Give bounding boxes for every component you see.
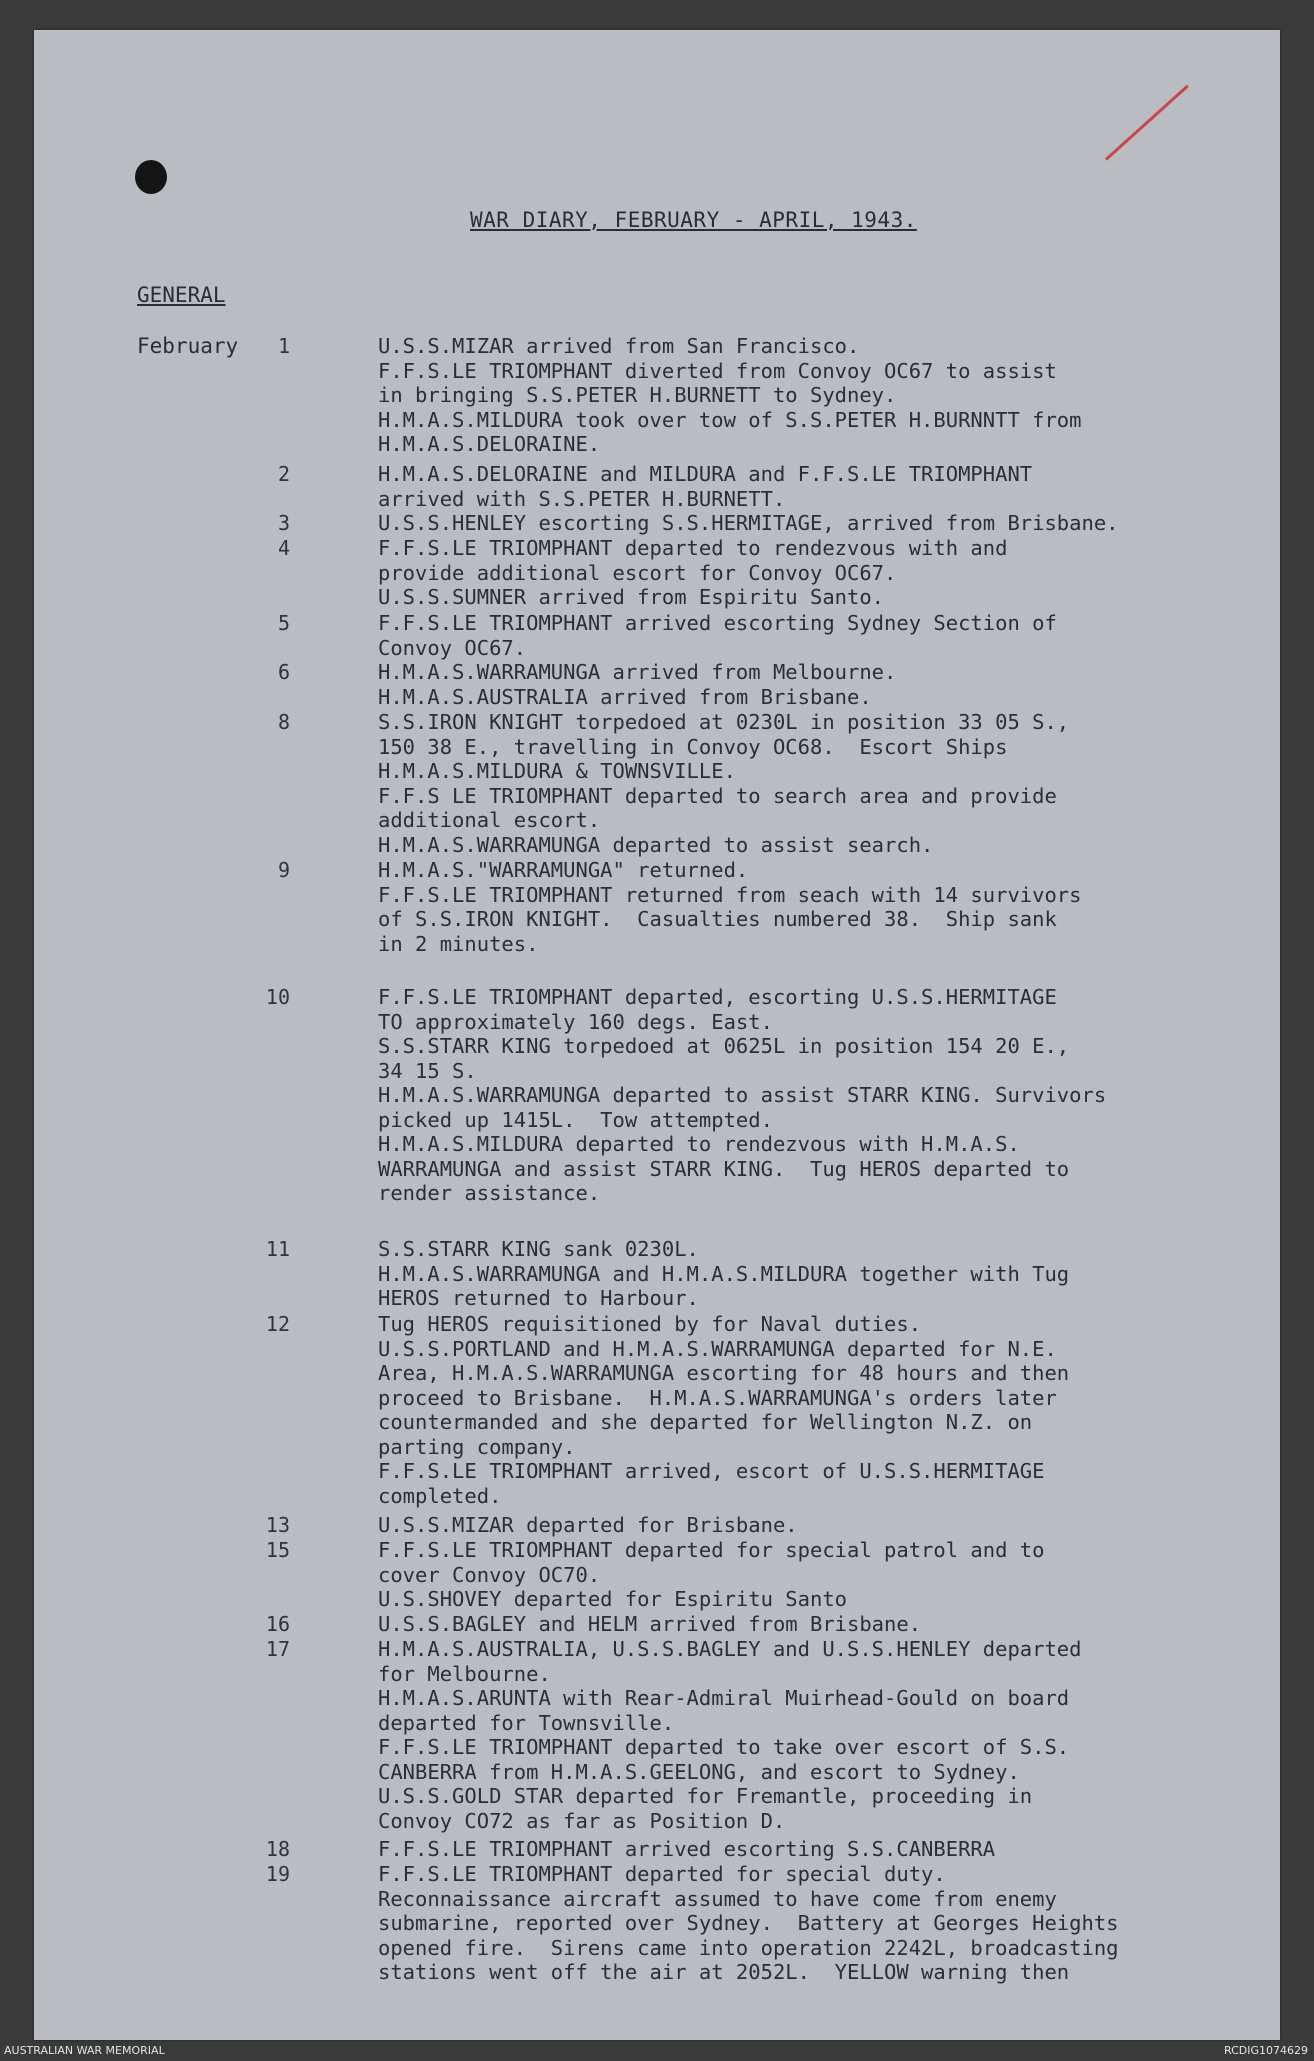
month-label: February <box>137 334 239 358</box>
entry-day: 18 <box>265 1837 290 1861</box>
entry-text: F.F.S.LE TRIOMPHANT arrived escorting Sydney Section of Convoy OC67. <box>378 611 1057 660</box>
entry-day: 12 <box>265 1312 290 1336</box>
footer-id: RCDIG1074629 <box>1223 2044 1308 2057</box>
entry-day: 6 <box>277 660 290 684</box>
page-title: WAR DIARY, FEBRUARY - APRIL, 1943. <box>470 208 917 232</box>
section-heading: GENERAL <box>137 283 226 307</box>
entry-day: 3 <box>277 511 290 535</box>
entry-day: 2 <box>277 462 290 486</box>
entry-text: H.M.A.S."WARRAMUNGA" returned. F.F.S.LE TRIOMPHANT returned from seach with 14 survivors of S.S.IRON KNIGHT. Casualties numbered 38. Ship sank in 2 minutes. <box>378 858 1082 956</box>
entry-text: H.M.A.S.AUSTRALIA, U.S.S.BAGLEY and U.S.S.HENLEY departed for Melbourne. H.M.A.S.ARUNTA with Rear-Admiral Muirhead-Gould on board departed for Townsville. F.F.S.LE TRIOMPHANT departed to take over escort of S.S. CANBERRA from H.M.A.S.GEELONG, and escort to Sydney. U.S.S.GOLD STAR departed for Fremantle, proceeding in Convoy CO72 as far as Position D. <box>378 1637 1082 1833</box>
entry-day: 16 <box>265 1612 290 1636</box>
entry-text: U.S.S.BAGLEY and HELM arrived from Brisbane. <box>378 1612 922 1636</box>
entry-text: F.F.S.LE TRIOMPHANT departed for special duty. Reconnaissance aircraft assumed to have come from enemy submarine, reported over Sydney. Battery at Georges Heights opened fire. Sirens came into operation 2242L, broadcasting stations went off the air at 2052L. YELLOW warning then <box>378 1862 1119 1984</box>
entry-text: U.S.S.MIZAR departed for Brisbane. <box>378 1513 798 1537</box>
entry-day: 15 <box>265 1538 290 1562</box>
entry-day: 4 <box>277 536 290 560</box>
entry-day: 19 <box>265 1862 290 1886</box>
entry-day: 8 <box>277 710 290 734</box>
entry-text: U.S.S.HENLEY escorting S.S.HERMITAGE, arrived from Brisbane. <box>378 511 1119 535</box>
punch-hole <box>135 160 167 194</box>
entry-text: H.M.A.S.DELORAINE and MILDURA and F.F.S.LE TRIOMPHANT arrived with S.S.PETER H.BURNETT. <box>378 462 1033 511</box>
entry-text: F.F.S.LE TRIOMPHANT departed, escorting U.S.S.HERMITAGE TO approximately 160 degs. East. S.S.STARR KING torpedoed at 0625L in position 154 20 E., 34 15 S. H.M.A.S.WARRAMUNGA departed to assist STARR KING. Survivors picked up 1415L. Tow attempted. H.M.A.S.MILDURA departed to rendezvous with H.M.A.S. WARRAMUNGA and assist STARR KING. Tug HEROS departed to render assistance. <box>378 985 1107 1205</box>
entry-text: S.S.STARR KING sank 0230L. H.M.A.S.WARRAMUNGA and H.M.A.S.MILDURA together with Tug HEROS returned to Harbour. <box>378 1237 1070 1310</box>
entry-day: 11 <box>265 1237 290 1261</box>
red-pencil-mark <box>1105 85 1189 161</box>
entry-day: 17 <box>265 1637 290 1661</box>
entry-text: U.S.S.MIZAR arrived from San Francisco. F.F.S.LE TRIOMPHANT diverted from Convoy OC67 to assist in bringing S.S.PETER H.BURNETT to Sydney. H.M.A.S.MILDURA took over tow of S.S.PETER H.BURNNTT from H.M.A.S.DELORAINE. <box>378 334 1082 456</box>
entry-day: 5 <box>277 611 290 635</box>
entry-text: S.S.IRON KNIGHT torpedoed at 0230L in position 33 05 S., 150 38 E., travelling in Convoy OC68. Escort Ships H.M.A.S.MILDURA & TOWNSVILLE. F.F.S LE TRIOMPHANT departed to search area and provide additional escort. H.M.A.S.WARRAMUNGA departed to assist search. <box>378 710 1070 857</box>
entry-text: F.F.S.LE TRIOMPHANT departed for special patrol and to cover Convoy OC70. U.S.SHOVEY departed for Espiritu Santo <box>378 1538 1045 1611</box>
entry-day: 1 <box>277 334 290 358</box>
footer-bar <box>0 2041 1314 2061</box>
footer-source: AUSTRALIAN WAR MEMORIAL <box>4 2044 165 2057</box>
entry-text: H.M.A.S.WARRAMUNGA arrived from Melbourne. H.M.A.S.AUSTRALIA arrived from Brisbane. <box>378 660 897 709</box>
entry-day: 13 <box>265 1513 290 1537</box>
entry-text: Tug HEROS requisitioned by for Naval duties. U.S.S.PORTLAND and H.M.A.S.WARRAMUNGA departed for N.E. Area, H.M.A.S.WARRAMUNGA escorting for 48 hours and then proceed to Brisbane. H.M.A.S.WARRAMUNGA's orders later countermanded and she departed for Wellington N.Z. on parting company. F.F.S.LE TRIOMPHANT arrived, escort of U.S.S.HERMITAGE completed. <box>378 1312 1070 1508</box>
entry-day: 9 <box>277 858 290 882</box>
entry-text: F.F.S.LE TRIOMPHANT departed to rendezvous with and provide additional escort for Convoy OC67. U.S.S.SUMNER arrived from Espiritu Santo. <box>378 536 1008 609</box>
entry-text: F.F.S.LE TRIOMPHANT arrived escorting S.S.CANBERRA <box>378 1837 996 1861</box>
entry-day: 10 <box>265 985 290 1009</box>
